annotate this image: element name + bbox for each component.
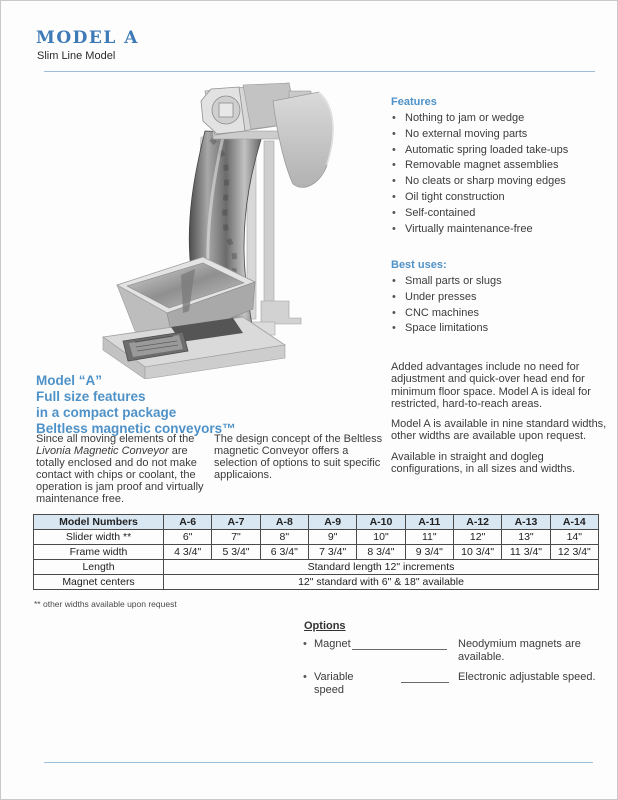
table-cell: Magnet centers bbox=[34, 575, 164, 590]
table-cell: 10" bbox=[357, 530, 405, 545]
option-label: Variable speed bbox=[314, 671, 354, 696]
list-item: • Removable magnet assemblies bbox=[391, 158, 611, 174]
option-label: Magnet bbox=[314, 638, 351, 650]
page-title: MODEL A bbox=[36, 28, 139, 48]
table-cell: 11" bbox=[405, 530, 453, 545]
table-cell: 4 3/4" bbox=[164, 545, 212, 560]
intro-heading-line: Full size features bbox=[36, 389, 146, 404]
table-header-cell: Model Numbers bbox=[34, 515, 164, 530]
features-section bbox=[391, 96, 611, 237]
table-cell: 9 3/4" bbox=[405, 545, 453, 560]
table-header-cell: A-11 bbox=[405, 515, 453, 530]
intro-left-post: are totally enclosed and do not make contact with chips or coolant, the operation is jam proof and virtually maintenance free. bbox=[36, 445, 204, 505]
table-header-cell: A-12 bbox=[453, 515, 501, 530]
list-item: • Virtually maintenance-free bbox=[391, 222, 611, 238]
table-header-cell: A-9 bbox=[308, 515, 356, 530]
intro-paragraph-right bbox=[214, 433, 386, 481]
table-row bbox=[34, 545, 599, 560]
advantages-paragraph-1: Added advantages include no need for adjustment and quick-over head end for minimum floor space. Model A is ideal for restricted, hard-to-reach areas. bbox=[391, 361, 591, 410]
option-description: Electronic adjustable speed. bbox=[458, 671, 596, 683]
intro-heading bbox=[36, 373, 236, 437]
table-cell: 11 3/4" bbox=[502, 545, 550, 560]
table-cell: 7 3/4" bbox=[308, 545, 356, 560]
table-cell: Standard length 12" increments bbox=[164, 560, 599, 575]
intro-left-pre: Since all moving elements of the bbox=[36, 433, 195, 445]
list-item: • Automatic spring loaded take-ups bbox=[391, 143, 611, 159]
intro-heading-line: in a compact package bbox=[36, 405, 177, 420]
table-cell: 12" standard with 6" & 18" available bbox=[164, 575, 599, 590]
features-heading: Features bbox=[391, 96, 437, 108]
intro-right-text: The design concept of the Beltless magnetic Conveyor offers a selection of options to suit specific applicaions. bbox=[214, 433, 383, 481]
table-cell: 6 3/4" bbox=[260, 545, 308, 560]
page-subtitle: Slim Line Model bbox=[37, 50, 116, 62]
table-cell: 5 3/4" bbox=[212, 545, 260, 560]
table-header-cell: A-8 bbox=[260, 515, 308, 530]
list-item: • No external moving parts bbox=[391, 127, 611, 143]
spec-table bbox=[33, 514, 599, 590]
best-uses-list bbox=[391, 274, 611, 337]
option-description: Neodymium magnets are available. bbox=[458, 638, 581, 663]
intro-heading-line: Model “A” bbox=[36, 373, 102, 388]
header-rule bbox=[44, 71, 595, 72]
table-header-cell: A-10 bbox=[357, 515, 405, 530]
intro-left-text bbox=[36, 433, 216, 505]
option-leader-line bbox=[401, 682, 449, 683]
list-item: • Under presses bbox=[391, 290, 611, 306]
table-header-cell: A-6 bbox=[164, 515, 212, 530]
intro-left-italic: Livonia Magnetic Conveyor bbox=[36, 445, 169, 457]
intro-heading-line: Beltless magnetic conveyors™ bbox=[36, 421, 236, 436]
list-item: • CNC machines bbox=[391, 306, 611, 322]
table-row bbox=[34, 530, 599, 545]
table-row bbox=[34, 515, 599, 530]
bullet-icon: • bbox=[303, 638, 307, 650]
table-cell: 8" bbox=[260, 530, 308, 545]
footer-rule bbox=[44, 762, 593, 763]
table-cell: 6" bbox=[164, 530, 212, 545]
table-footnote: ** other widths available upon request bbox=[34, 599, 177, 609]
advantages-paragraph-3: Available in straight and dogleg configurations, in all sizes and widths. bbox=[391, 450, 576, 476]
table-cell: 12 3/4" bbox=[550, 545, 598, 560]
table-cell: 13" bbox=[502, 530, 550, 545]
list-item: • Nothing to jam or wedge bbox=[391, 111, 611, 127]
table-cell: 14" bbox=[550, 530, 598, 545]
table-cell: 10 3/4" bbox=[453, 545, 501, 560]
table-row bbox=[34, 560, 599, 575]
options-heading: Options bbox=[304, 620, 346, 632]
table-cell: 8 3/4" bbox=[357, 545, 405, 560]
table-header-cell: A-14 bbox=[550, 515, 598, 530]
table-header-cell: A-7 bbox=[212, 515, 260, 530]
best-uses-section bbox=[391, 259, 611, 337]
options-section bbox=[301, 620, 601, 710]
best-uses-heading: Best uses: bbox=[391, 259, 447, 271]
table-cell: Length bbox=[34, 560, 164, 575]
table-header-cell: A-13 bbox=[502, 515, 550, 530]
conveyor-photo bbox=[93, 79, 393, 379]
table-cell: 9" bbox=[308, 530, 356, 545]
table-cell: Frame width bbox=[34, 545, 164, 560]
intro-paragraph-left bbox=[36, 433, 216, 505]
table-cell: 12" bbox=[453, 530, 501, 545]
table-cell: Slider width ** bbox=[34, 530, 164, 545]
advantages-section bbox=[391, 361, 612, 483]
option-leader-line bbox=[352, 649, 447, 650]
table-cell: 7" bbox=[212, 530, 260, 545]
table-row bbox=[34, 575, 599, 590]
list-item: • Self-contained bbox=[391, 206, 611, 222]
advantages-paragraph-2: Model A is available in nine standard widths, other widths are available upon request. bbox=[391, 418, 607, 443]
bullet-icon: • bbox=[303, 671, 307, 683]
features-list bbox=[391, 111, 611, 237]
list-item: • Space limitations bbox=[391, 321, 611, 337]
list-item: • No cleats or sharp moving edges bbox=[391, 174, 611, 190]
list-item: • Small parts or slugs bbox=[391, 274, 611, 290]
list-item: • Oil tight construction bbox=[391, 190, 611, 206]
